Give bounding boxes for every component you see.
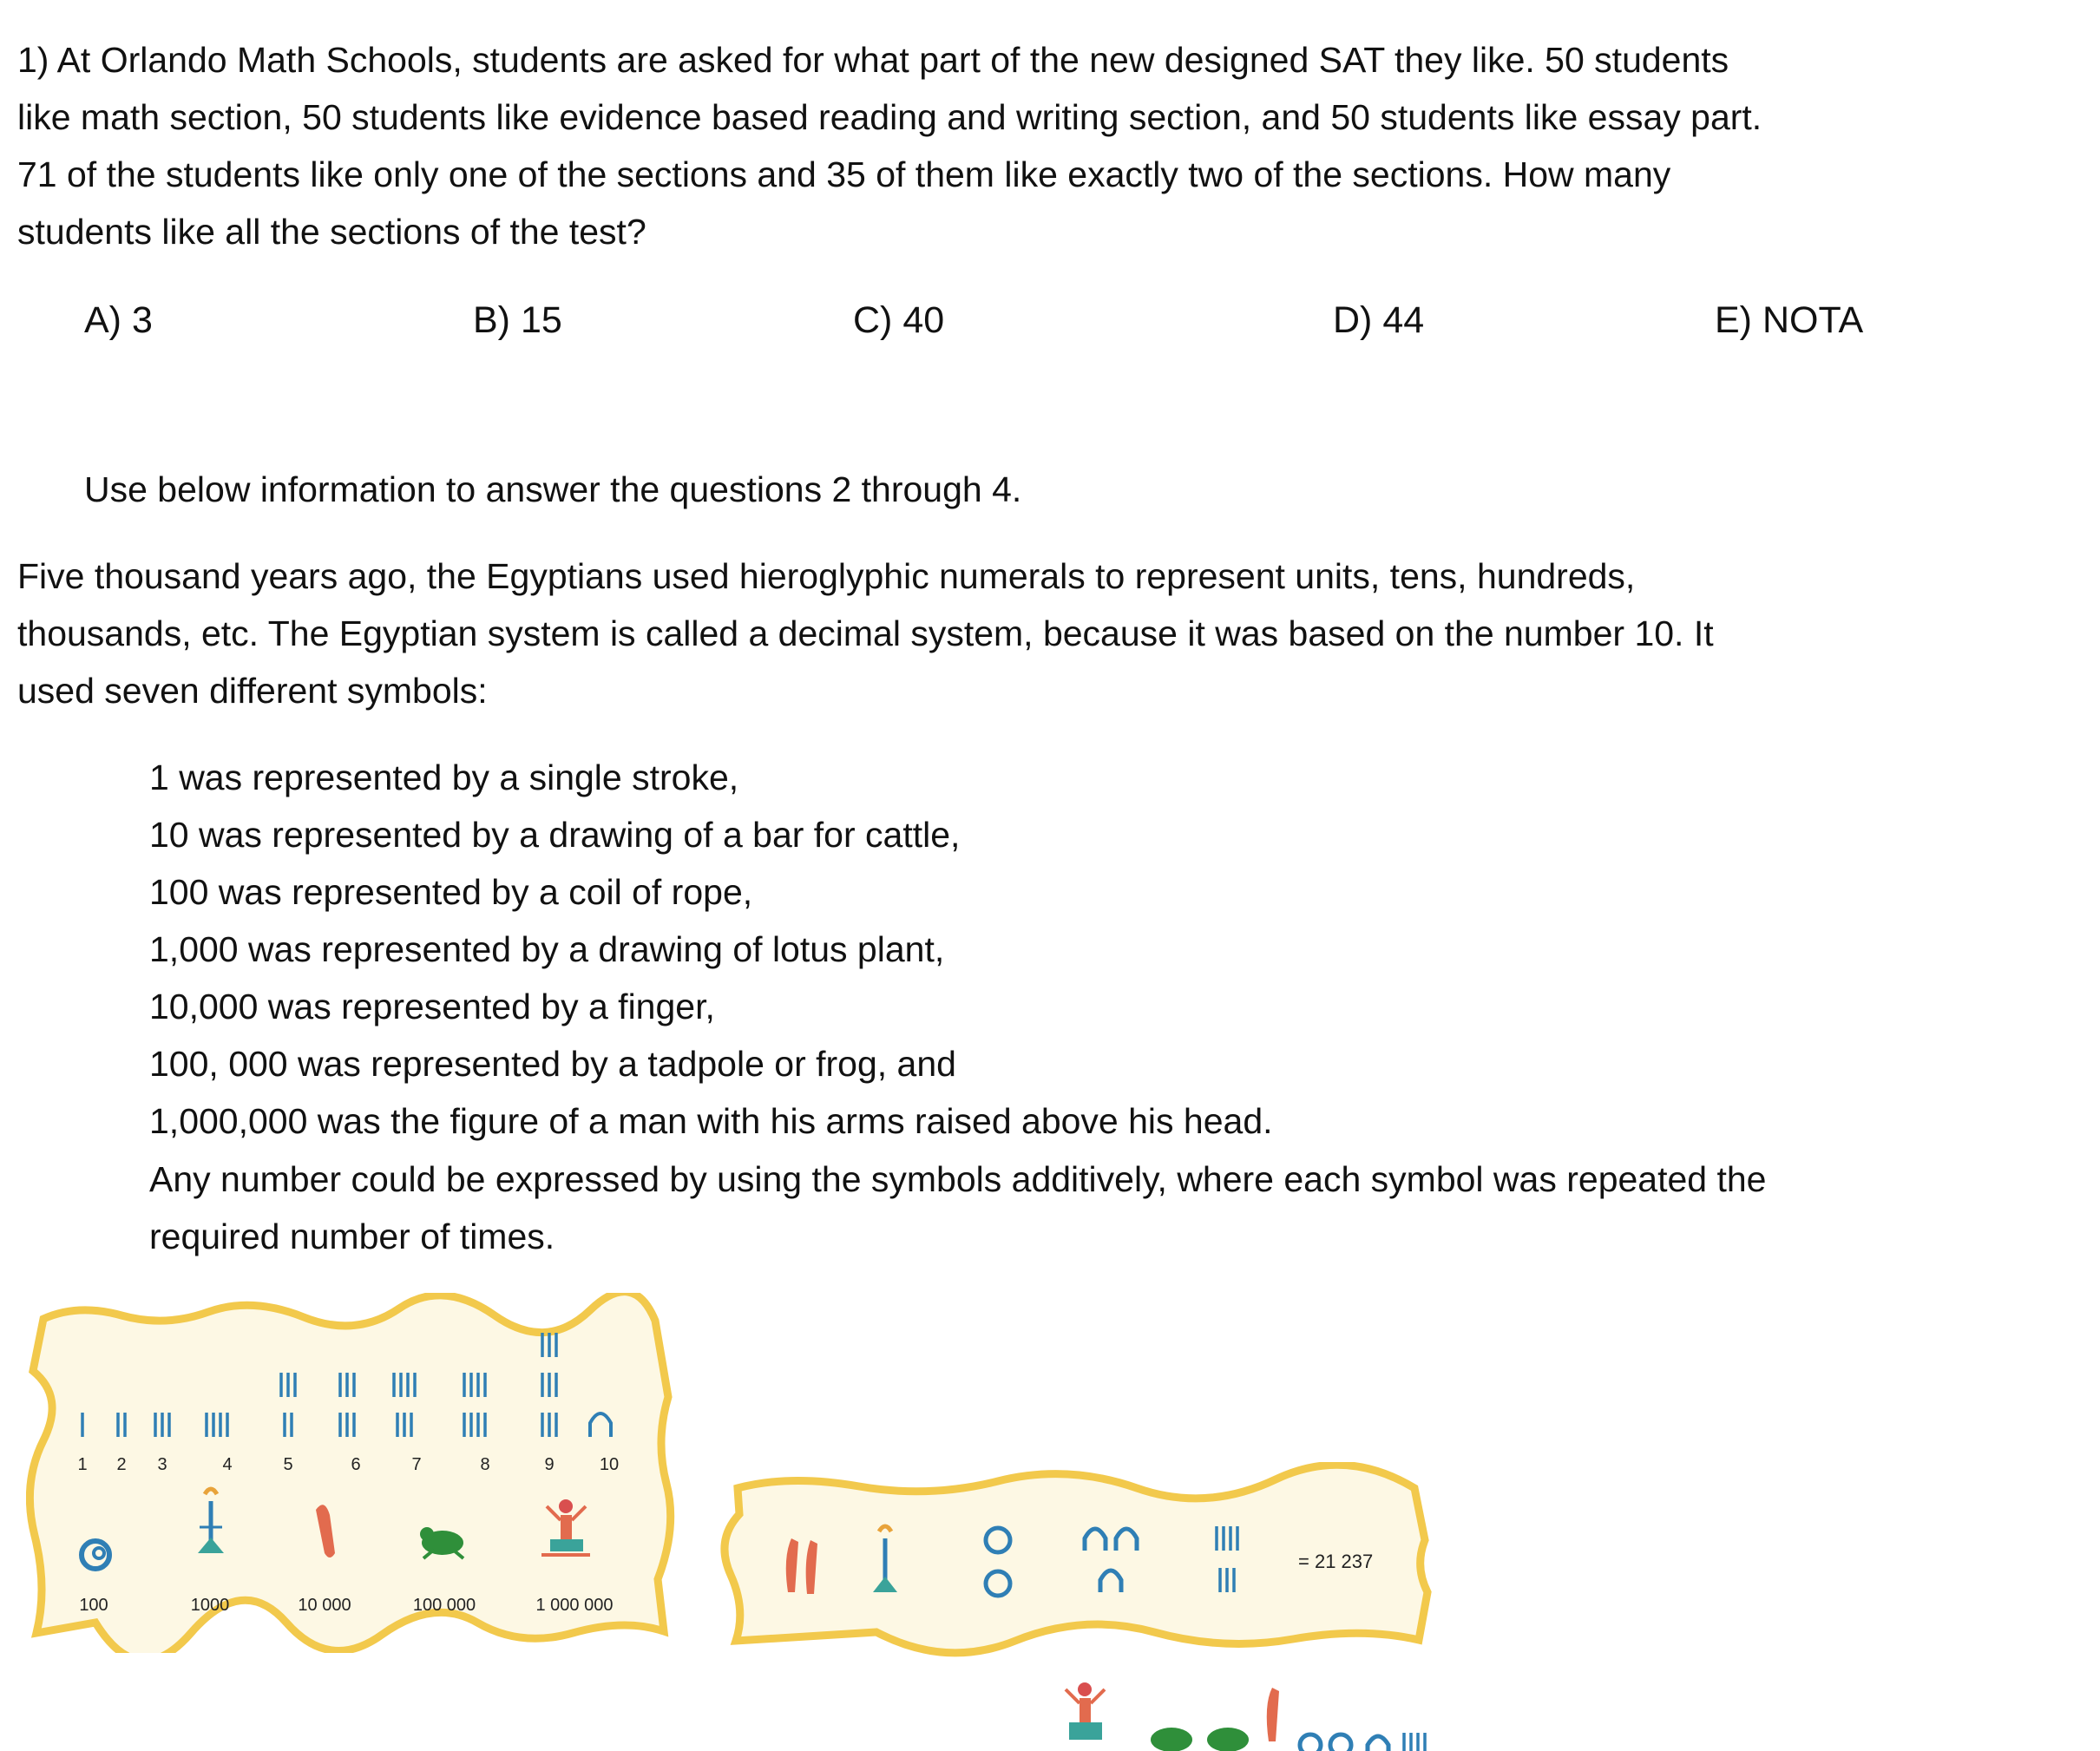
closing-line-2: required number of times.	[149, 1217, 555, 1256]
digit-label: 4	[222, 1455, 233, 1474]
question-1-line-4: students like all the sections of the test?	[17, 212, 646, 252]
digit-label: 2	[116, 1455, 127, 1474]
question-figure-partial	[1041, 1679, 1562, 1751]
symbol-line-4: 1,000 was represented by a drawing of lotus plant,	[149, 929, 945, 969]
closing-line-1: Any number could be expressed by using the symbols additively, where each symbol was repeated the	[149, 1159, 1767, 1199]
choice-c: C) 40	[853, 299, 945, 341]
hieroglyph-chart	[26, 1293, 677, 1653]
raised-arms-man-icon	[1066, 1682, 1105, 1740]
digit-label: 5	[283, 1455, 293, 1474]
example-number-figure	[720, 1462, 1440, 1657]
power-label: 100	[79, 1596, 108, 1615]
digit-label: 6	[351, 1455, 361, 1474]
unit-strokes	[1404, 1733, 1425, 1751]
finger-icon	[1267, 1688, 1279, 1741]
power-label: 100 000	[412, 1596, 476, 1615]
choice-b: B) 15	[473, 299, 562, 341]
ten-glyph-icon	[1368, 1736, 1388, 1751]
coil-of-rope-icon	[1330, 1735, 1351, 1751]
question-1-line-3: 71 of the students like only one of the sections and 35 of them like exactly two of the sections. How many	[17, 154, 1671, 194]
digit-label: 3	[157, 1455, 167, 1474]
coil-of-rope-icon	[1300, 1735, 1321, 1751]
passage-line-2: thousands, etc. The Egyptian system is called a decimal system, because it was based on the number 10. It	[17, 613, 1714, 653]
power-label: 1 000 000	[535, 1596, 614, 1615]
digit-label: 1	[77, 1455, 88, 1474]
symbol-line-2: 10 was represented by a drawing of a bar for cattle,	[149, 815, 961, 855]
symbol-line-5: 10,000 was represented by a finger,	[149, 987, 715, 1026]
frog-icon	[1151, 1728, 1192, 1751]
digit-label: 7	[411, 1455, 422, 1474]
symbol-line-1: 1 was represented by a single stroke,	[149, 757, 739, 797]
passage-line-1: Five thousand years ago, the Egyptians used hieroglyphic numerals to represent units, tens, hundreds,	[17, 556, 1636, 596]
hieroglyph-chart-scroll	[26, 1293, 677, 1653]
power-label: 10 000	[298, 1596, 351, 1615]
frog-icon	[1207, 1728, 1249, 1751]
passage-line-3: used seven different symbols:	[17, 671, 488, 711]
symbol-line-7: 1,000,000 was the figure of a man with his arms raised above his head.	[149, 1101, 1273, 1141]
equation-label: = 21 237	[1298, 1551, 1374, 1572]
digit-label: 8	[480, 1455, 490, 1474]
digit-label: 10	[599, 1455, 620, 1474]
choice-d: D) 44	[1333, 299, 1425, 341]
power-label: 1000	[190, 1596, 230, 1615]
example-number-scroll	[720, 1462, 1440, 1657]
question-1-line-2: like math section, 50 students like evidence based reading and writing section, and 50 students like essay part.	[17, 97, 1762, 137]
instruction-text: Use below information to answer the questions 2 through 4.	[84, 469, 1022, 509]
question-1-line-1: 1) At Orlando Math Schools, students are asked for what part of the new designed SAT they like. 50 students	[17, 40, 1729, 80]
hieroglyph-sequence-partial	[1041, 1679, 1562, 1751]
digit-label: 9	[544, 1455, 555, 1474]
choice-a: A) 3	[84, 299, 153, 341]
symbol-line-3: 100 was represented by a coil of rope,	[149, 872, 753, 912]
choice-e: E) NOTA	[1715, 299, 1864, 341]
symbol-line-6: 100, 000 was represented by a tadpole or frog, and	[149, 1044, 956, 1084]
